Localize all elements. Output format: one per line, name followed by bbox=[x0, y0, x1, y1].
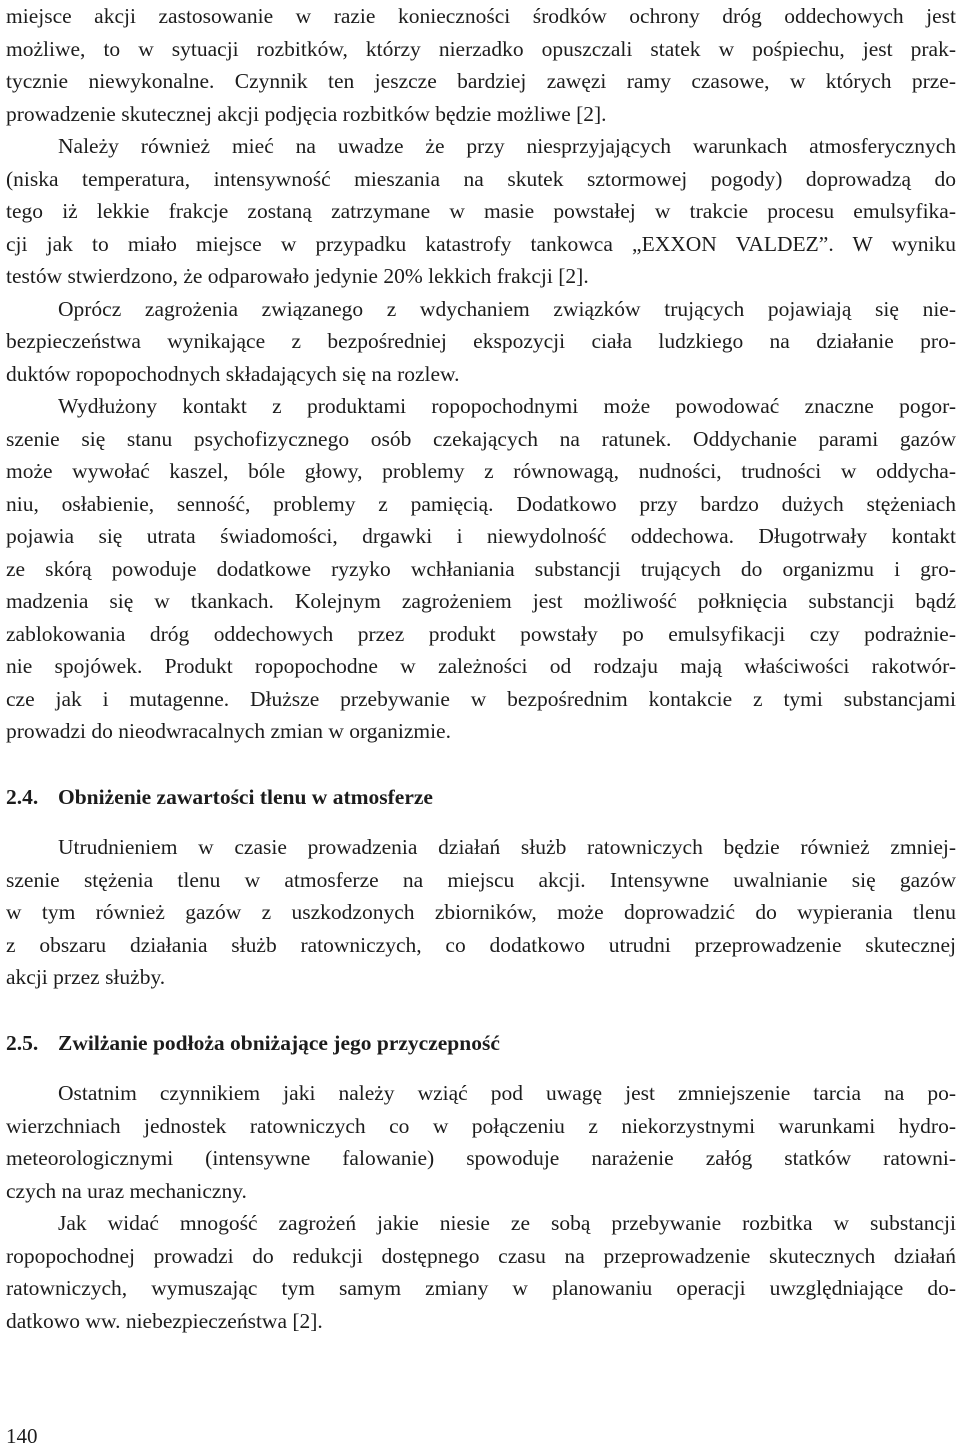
paragraph bbox=[6, 1207, 956, 1337]
text-line: testów stwierdzono, że odparowało jedynie 20% lekkich frakcji [2]. bbox=[6, 264, 589, 288]
text-line: bezpieczeństwa wynikające z bezpośredniej ekspozycji ciała ludzkiego na działanie pro- bbox=[6, 329, 956, 353]
text-line: Należy również mieć na uwadze że przy niesprzyjających warunkach atmosferycznych bbox=[58, 134, 956, 158]
section-number: 2.4. bbox=[6, 784, 39, 809]
text-line: datkowo ww. niebezpieczeństwa [2]. bbox=[6, 1308, 323, 1333]
section-title: Obniżenie zawartości tlenu w atmosferze bbox=[58, 784, 433, 809]
text-line: nie spojówek. Produkt ropopochodne w zależności od rodzaju mają właściwości rakotwór- bbox=[6, 654, 956, 678]
paragraph bbox=[6, 1077, 956, 1207]
text-line: zablokowania dróg oddechowych przez produkt powstały po emulsyfikacji czy podrażnie- bbox=[6, 621, 956, 646]
text-line: Jak widać mnogość zagrożeń jakie niesie ze sobą przebywanie rozbitka w substancji bbox=[58, 1211, 956, 1235]
text-line: prowadzenie skutecznej akcji podjęcia rozbitków będzie możliwe [2]. bbox=[6, 101, 607, 126]
paragraph bbox=[6, 293, 956, 391]
paragraph bbox=[6, 831, 956, 994]
text-line: meteorologicznymi (intensywne falowanie) spowoduje narażenie załóg statków ratowni- bbox=[6, 1146, 956, 1170]
text-line: madzenia się w tkankach. Kolejnym zagrożeniem jest możliwość połknięcia substancji bądź bbox=[6, 589, 956, 613]
text-line: ropopochodnej prowadzi do redukcji dostępnego czasu na przeprowadzenie skutecznych działań bbox=[6, 1243, 956, 1268]
text-line: pojawia się utrata świadomości, drgawki i niewydolność oddechowa. Długotrwały kontakt bbox=[6, 524, 956, 548]
section-number: 2.5. bbox=[6, 1030, 39, 1055]
text-line: prowadzi do nieodwracalnych zmian w organizmie. bbox=[6, 719, 451, 743]
text-line: możliwe, to w sytuacji rozbitków, którzy nierzadko opuszczali statek w pośpiechu, jest prak- bbox=[6, 36, 956, 61]
text-line: Wydłużony kontakt z produktami ropopochodnymi może powodować znaczne pogor- bbox=[58, 394, 956, 418]
page-number: 140 bbox=[6, 1424, 38, 1448]
paragraph bbox=[6, 0, 956, 130]
text-line: tego iż lekkie frakcje zostaną zatrzymane w masie powstałej w trakcie procesu emulsyfika- bbox=[6, 199, 956, 223]
text-line: (niska temperatura, intensywność mieszania na skutek sztormowej pogody) doprowadzą do bbox=[6, 166, 956, 191]
text-line: Utrudnieniem w czasie prowadzenia działań służb ratowniczych będzie również zmniej- bbox=[58, 835, 956, 859]
section-heading bbox=[6, 781, 956, 814]
text-line: w tym również gazów z uszkodzonych zbiorników, może doprowadzić do wypierania tlenu bbox=[6, 900, 956, 924]
text-line: miejsce akcji zastosowanie w razie konieczności środków ochrony dróg oddechowych jest bbox=[6, 4, 956, 28]
text-line: Ostatnim czynnikiem jaki należy wziąć pod uwagę jest zmniejszenie tarcia na po- bbox=[58, 1081, 956, 1105]
text-line: ze skórą powoduje dodatkowe ryzyko wchłaniania substancji trujących do organizmu i gro- bbox=[6, 556, 956, 581]
text-line: szenie stężenia tlenu w atmosferze na miejscu akcji. Intensywne uwalnianie się gazów bbox=[6, 867, 956, 892]
paragraph bbox=[6, 130, 956, 293]
text-line: Oprócz zagrożenia związanego z wdychaniem związków trujących pojawiają się nie- bbox=[58, 296, 956, 321]
text-line: cze jak i mutagenne. Dłuższe przebywanie w bezpośrednim kontakcie z tymi substancjami bbox=[6, 686, 956, 711]
text-line: wierzchniach jednostek ratowniczych co w połączeniu z niekorzystnymi warunkami hydro- bbox=[6, 1113, 956, 1138]
text-column bbox=[6, 0, 956, 1337]
section-title: Zwilżanie podłoża obniżające jego przyczepność bbox=[58, 1030, 500, 1055]
text-line: cji jak to miało miejsce w przypadku katastrofy tankowca „EXXON VALDEZ”. W wyniku bbox=[6, 231, 956, 256]
text-line: ratowniczych, wymuszając tym samym zmiany w planowaniu operacji uwzględniające do- bbox=[6, 1276, 956, 1300]
text-line: tycznie niewykonalne. Czynnik ten jeszcze bardziej zawęzi ramy czasowe, w których prze- bbox=[6, 69, 956, 93]
text-line: może wywołać kaszel, bóle głowy, problemy z równowagą, nudności, trudności w oddycha- bbox=[6, 459, 956, 483]
text-line: akcji przez służby. bbox=[6, 965, 166, 989]
text-line: niu, osłabienie, senność, problemy z pamięcią. Dodatkowo przy bardzo dużych stężeniach bbox=[6, 491, 956, 516]
section-heading bbox=[6, 1027, 956, 1060]
text-line: z obszaru działania służb ratowniczych, co dodatkowo utrudni przeprowadzenie skutecznej bbox=[6, 932, 956, 957]
text-line: czych na uraz mechaniczny. bbox=[6, 1178, 247, 1203]
paragraph bbox=[6, 390, 956, 748]
text-line: duktów ropopochodnych składających się na rozlew. bbox=[6, 361, 460, 386]
text-line: szenie się stanu psychofizycznego osób czekających na ratunek. Oddychanie parami gazów bbox=[6, 426, 956, 451]
